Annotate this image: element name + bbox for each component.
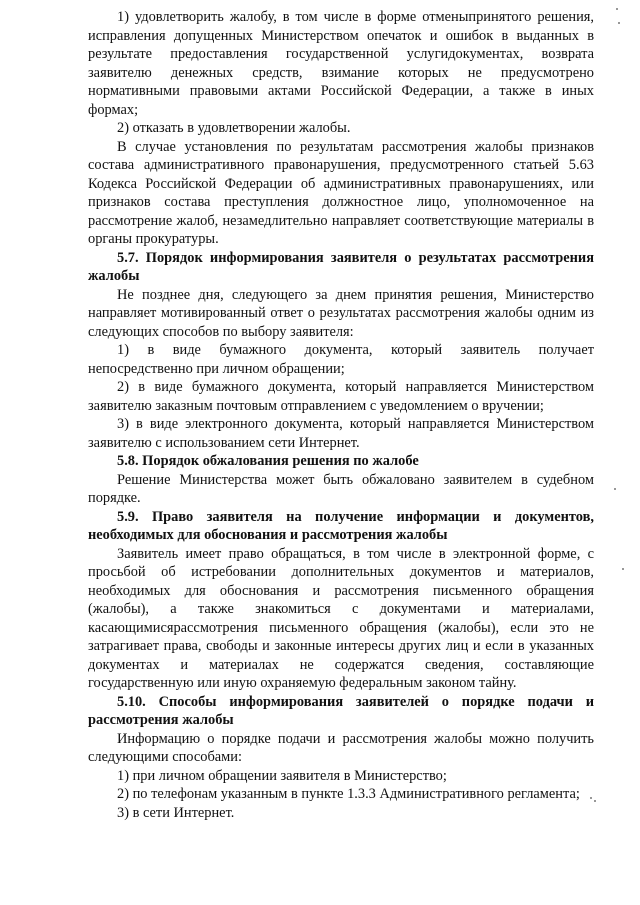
- scan-speck: [616, 8, 618, 10]
- paragraph: 1) при личном обращении заявителя в Министерство;: [117, 767, 447, 784]
- scan-speck: [622, 568, 624, 570]
- document-page: [88, 8, 594, 822]
- scan-speck: [594, 800, 596, 802]
- section-heading-5-8: 5.8. Порядок обжалования решения по жалобе: [117, 453, 419, 469]
- paragraph: 1) удовлетворить жалобу, в том числе в форме отменыпринятого решения, исправления допущенных Министерством опечаток и ошибок в выданных в результате предоставления государственной услугидокументах, возврата заявителю денежных средств, взимание которых не предусмотрено нормативными правовыми актами Российской Федерации, а также в иных формах;: [88, 9, 594, 118]
- section-heading-5-9: 5.9. Право заявителя на получение информации и документов, необходимых для обоснования и рассмотрения жалобы: [88, 508, 594, 543]
- paragraph: 2) в виде бумажного документа, который направляется Министерством заявителю заказным почтовым отправлением с уведомлением о вручении;: [88, 379, 594, 414]
- paragraph: 2) по телефонам указанным в пункте 1.3.3 Административного регламента;: [117, 786, 580, 802]
- paragraph: Информацию о порядке подачи и рассмотрения жалобы можно получить следующими способами:: [88, 730, 594, 765]
- scan-speck: [618, 22, 620, 24]
- paragraph: 2) отказать в удовлетворении жалобы.: [117, 120, 351, 136]
- paragraph: 3) в виде электронного документа, который направляется Министерством заявителю с использованием сети Интернет.: [88, 416, 594, 451]
- scan-speck: [614, 488, 616, 490]
- scan-speck: [590, 797, 592, 799]
- paragraph: Решение Министерства может быть обжаловано заявителем в судебном порядке.: [88, 471, 594, 506]
- paragraph: 3) в сети Интернет.: [117, 804, 235, 821]
- section-heading-5-7: 5.7. Порядок информирования заявителя о результатах рассмотрения жалобы: [88, 249, 594, 284]
- paragraph: В случае установления по результатам рассмотрения жалобы признаков состава административного правонарушения, предусмотренного статьей 5.63 Кодекса Российской Федерации об административных правонарушениях, или признаков состава преступления должностное лицо, уполномоченное на рассмотрение жалоб, незамедлительно направляет соответствующие материалы в органы прокуратуры.: [88, 138, 594, 247]
- paragraph: Заявитель имеет право обращаться, в том числе в электронной форме, с просьбой об истребовании дополнительных документов и материалов, необходимых для обоснования и рассмотрения письменного обращения (жалобы), а также знакомиться с документами и материалами, касающимисярассмотрения письменного обращения (жалобы), если это не затрагивает права, свободы и законные интересы других лиц и если в указанных документах и материалах не содержатся сведения, составляющие государственную или иную охраняемую федеральным законом тайну.: [88, 545, 594, 691]
- paragraph: Не позднее дня, следующего за днем принятия решения, Министерство направляет мотивированный ответ о результатах рассмотрения жалобы одним из следующих способов по выбору заявителя:: [88, 286, 594, 340]
- section-heading-5-10: 5.10. Способы информирования заявителей о порядке подачи и рассмотрения жалобы: [88, 693, 594, 728]
- paragraph: 1) в виде бумажного документа, который заявитель получает непосредственно при личном обращении;: [88, 342, 594, 377]
